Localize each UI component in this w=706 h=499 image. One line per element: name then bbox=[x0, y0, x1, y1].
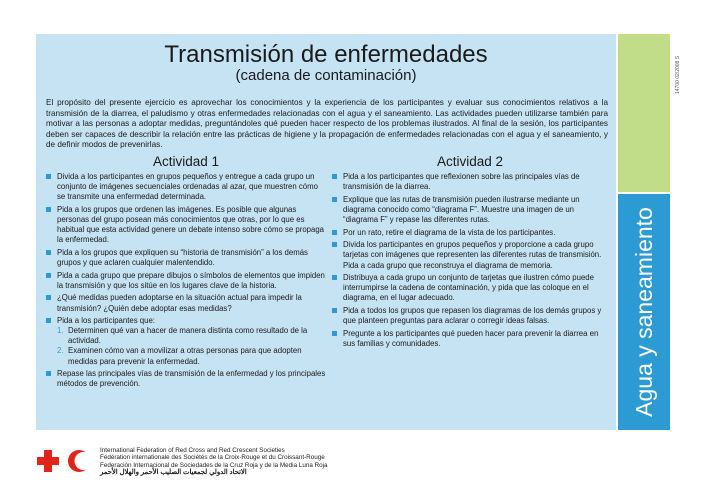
bullet-square-icon bbox=[332, 308, 337, 313]
federation-name-fr: Fédération internationale des Sociétés de la Croix-Rouge et du Croissant-Rouge bbox=[100, 454, 325, 462]
list-item: Divida los participantes en grupos pequeños y proporcione a cada grupo tarjetas con imágenes que representen las diferentes rutas de transmisión. Pida a cada grupo que reconstruya el diagrama de memoria. bbox=[332, 240, 610, 270]
bullet-square-icon bbox=[46, 250, 51, 255]
list-item: Pida a todos los grupos que repasen los diagramas de los demás grupos y que planteen preguntas para aclarar o corregir ideas falsas. bbox=[332, 306, 610, 326]
list-item: ¿Qué medidas pueden adoptarse en la situación actual para impedir la transmisión? ¿Quién debe adoptar esas medidas? bbox=[46, 293, 328, 313]
list-item: Pregunte a los participantes qué pueden hacer para prevenir la diarrea en sus familias y comunidades. bbox=[332, 329, 610, 349]
list-item: Repase las principales vías de transmisión de la enfermedad y los principales métodos de prevención. bbox=[46, 369, 328, 389]
bullet-square-icon bbox=[332, 275, 337, 280]
bullet-square-icon bbox=[46, 207, 51, 212]
activity-1-column bbox=[46, 172, 328, 392]
list-item: Explique que las rutas de transmisión pueden ilustrarse mediante un diagrama conocido como “diagrama F”. Muestre una imagen de un “diagrama F” y repase las diferentes rutas. bbox=[332, 195, 610, 225]
activity-1-heading: Actividad 1 bbox=[152, 154, 220, 169]
federation-names bbox=[100, 447, 400, 477]
side-category-label: Agua y saneamiento bbox=[631, 207, 657, 417]
sublist-item: 1. Determinen qué van a hacer de manera distinta como resultado de la actividad. bbox=[57, 326, 308, 346]
activity-2-column bbox=[332, 172, 610, 352]
list-item: Pida a los grupos que ordenen las imágenes. Es posible que algunas personas del grupo posean más conocimientos que otras, por lo que es habitual que esta actividad genere un debate intenso sobre cómo se propaga la enfermedad. bbox=[46, 205, 328, 245]
bullet-square-icon bbox=[332, 242, 337, 247]
bullet-square-icon bbox=[332, 174, 337, 179]
red-cross-red-crescent-logo bbox=[36, 449, 92, 473]
intro-paragraph: El propósito del presente ejercicio es aprovechar los conocimientos y la experiencia de los participantes y evaluar sus conocimientos relativos a la transmisión de la diarrea, el paludismo y otras enfermedades relacionadas con el agua y el saneamiento. Las actividades pueden utilizarse también para motivar a las personas a adoptar medidas, preguntándoles qué pueden hacer respecto de los problemas ilustrados. Al final de la sesión, los participantes deben ser capaces de describir la relación entre las prácticas de higiene y la propagación de enfermedades relacionadas con el agua y el saneamiento, y de definir modos de prevenirlas. bbox=[46, 98, 608, 149]
list-item: Pida a los participantes que: 1. Determinen qué van a hacer de manera distinta como resultado de la actividad. 2. Examinen cómo van a movilizar a otras personas para que adopten medidas para prevenir la enfermedad. bbox=[46, 316, 328, 366]
bullet-square-icon bbox=[332, 331, 337, 336]
green-side-strip bbox=[618, 34, 670, 192]
bullet-square-icon bbox=[46, 295, 51, 300]
activity-1-list bbox=[46, 172, 328, 389]
sublist-item: 2. Examinen cómo van a movilizar a otras personas para que adopten medidas para prevenir la enfermedad. bbox=[57, 346, 302, 366]
page-subtitle: (cadena de contaminación) bbox=[235, 67, 417, 84]
list-item: Divida a los participantes en grupos pequeños y entregue a cada grupo un conjunto de imágenes secuenciales ordenadas al azar, que muestren cómo se transmite una enfermedad determinada. bbox=[46, 172, 328, 202]
bullet-square-icon bbox=[46, 174, 51, 179]
bullet-square-icon bbox=[332, 197, 337, 202]
activity-2-list bbox=[332, 172, 610, 349]
list-item: Distribuya a cada grupo un conjunto de tarjetas que ilustren cómo puede interrumpirse la cadena de contaminación, y pida que las coloque en el diagrama, en el lugar adecuado. bbox=[332, 273, 610, 303]
bullet-square-icon bbox=[46, 273, 51, 278]
document-code: 14700 02/2008 S bbox=[675, 55, 681, 95]
activity-2-heading: Actividad 2 bbox=[436, 154, 504, 169]
numbered-sublist bbox=[57, 326, 328, 366]
emblem-icon bbox=[36, 449, 92, 473]
bullet-square-icon bbox=[46, 318, 51, 323]
list-item: Por un rato, retire el diagrama de la vista de los participantes. bbox=[332, 228, 610, 238]
list-item: Pida a cada grupo que prepare dibujos o símbolos de elementos que impiden la transmisión y que los sitúe en los lugares clave de la historia. bbox=[46, 271, 328, 291]
bullet-square-icon bbox=[332, 230, 337, 235]
federation-name-ar: الاتحاد الدولي لجمعيات الصليب الأحمر والهلال الأحمر bbox=[100, 469, 247, 477]
list-item: Pida a los grupos que expliquen su “historia de transmisión” a los demás grupos y que aclaren cualquier malentendido. bbox=[46, 248, 328, 268]
federation-name-es: Federación Internacional de Sociedades de la Cruz Roja y de la Media Luna Roja bbox=[100, 461, 328, 469]
page-title: Transmisión de enfermedades bbox=[164, 41, 488, 68]
list-item: Pida a los participantes que reflexionen sobre las principales vías de transmisión de la diarrea. bbox=[332, 172, 610, 192]
federation-name-en: International Federation of Red Cross and Red Crescent Societies bbox=[100, 447, 285, 454]
bullet-square-icon bbox=[46, 371, 51, 376]
